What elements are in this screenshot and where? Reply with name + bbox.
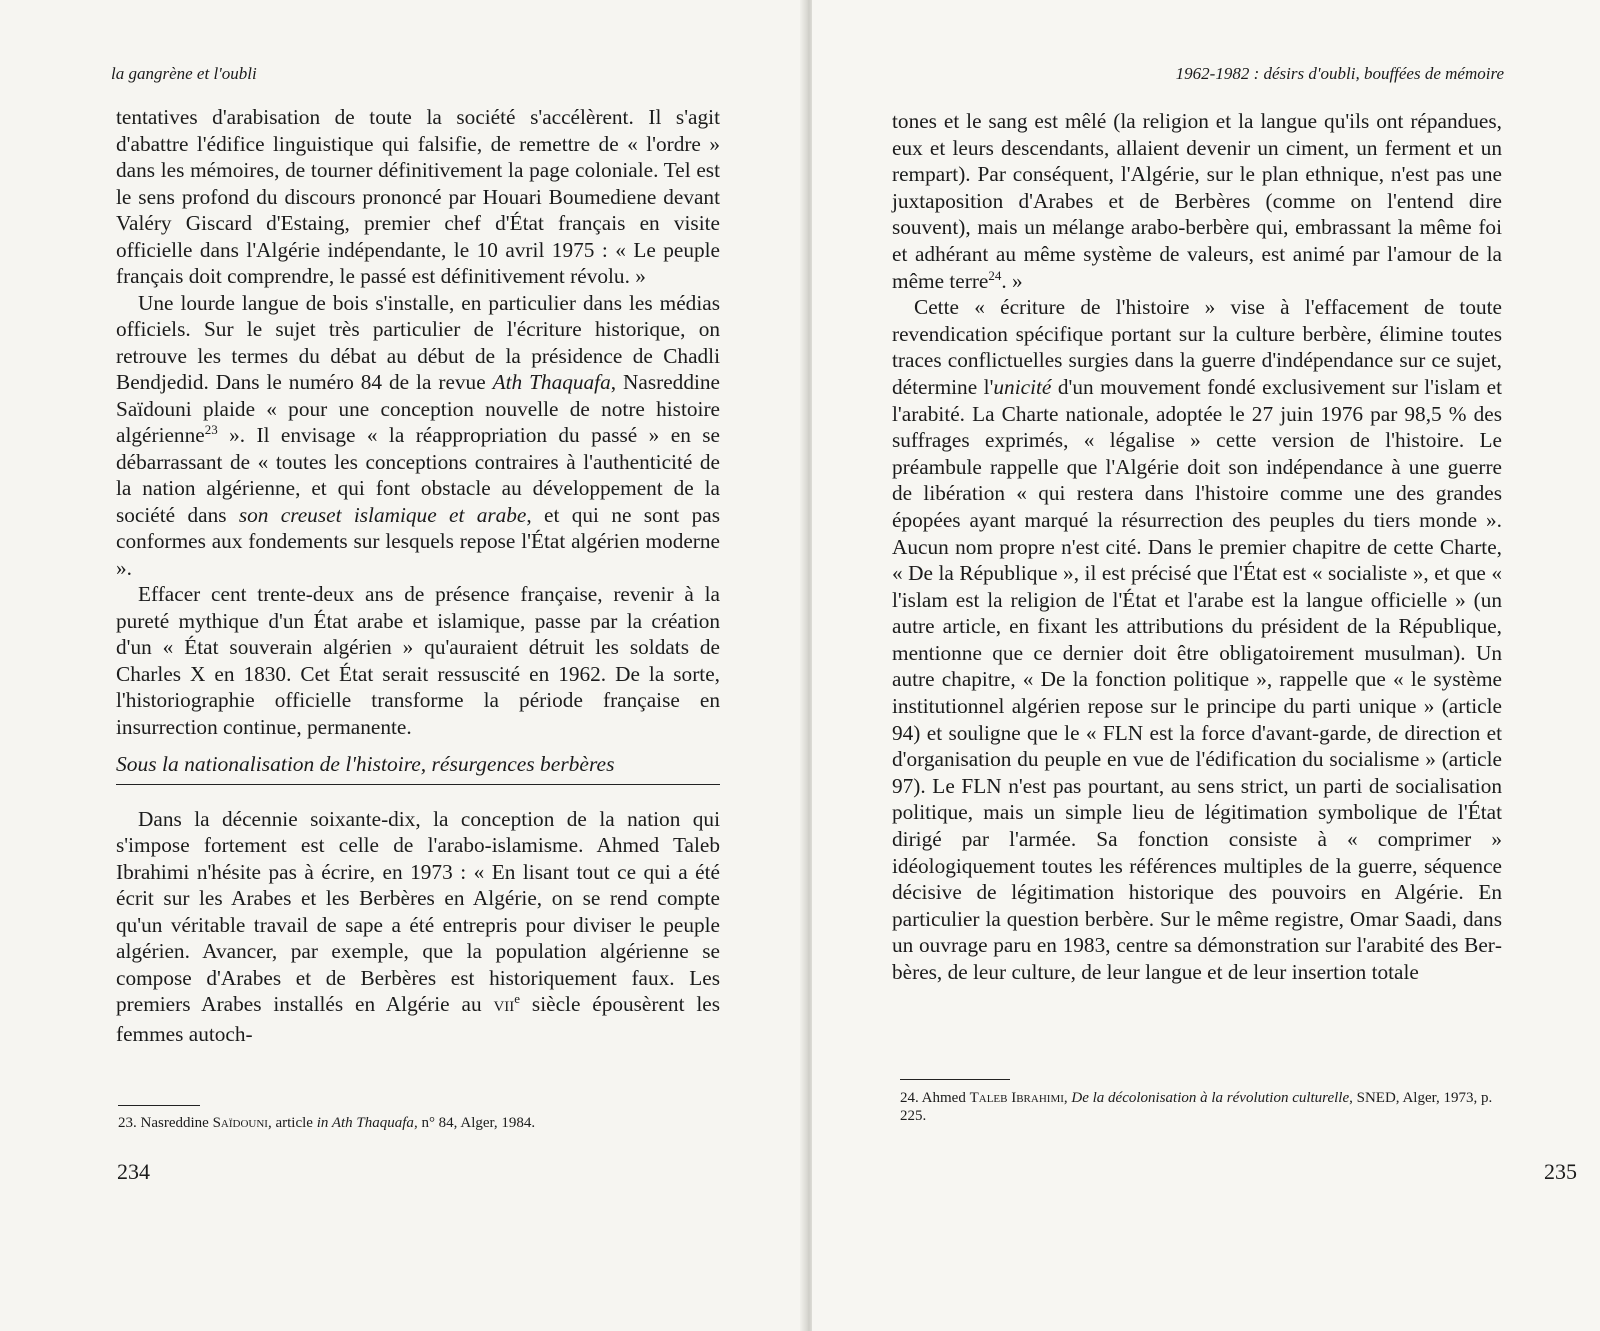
paragraph — [116, 290, 720, 582]
text-run: ». Il envisage « la réappropriation du passé » en se débarrassant de « toutes les conceptions contraires à l'authenticité de la nation algérienne, et qui font obstacle au développement de la société dans — [116, 423, 720, 527]
paragraph: Effacer cent trente-deux ans de présence française, revenir à la pureté mythique d'un État arabe et islamique, passe par la création d'un « État souverain algérien » qu'auraient détruit les soldats de Charles X en 1830. Cet État serait ressuscité en 1962. De la sorte, l'historiographie officielle transforme la période française en insurrection continue, permanente. — [116, 582, 720, 739]
text-run: d'un mouvement fondé exclusivement sur l'islam et l'arabité. La Charte nationale, adoptée le 27 juin 1976 par 98,5 % des suffrages exprimés, « légalise » cette version de l'histoire. Le préambule rappelle que l'Algérie doit son indépendance à une guerre de libération « qui restera dans l'histoire comme une des grandes épopées ayant marqué la résurrection des peuples du tiers monde ». Aucun nom propre n'est cité. Dans le premier chapitre de cette Charte, « De la République », il est précisé que l'État est « socialiste », et que « l'islam est la religion de l'État et l'arabe est la langue officielle » (un autre article, en fixant les attributions du président de la République, mentionne que ce dernier doit être obligatoirement musulman). Un autre chapitre, « De la fonction politique », rappelle que « le système institutionnel algérien repose sur le principe du parti unique » (article 94) et souligne que le « FLN est la force d'avant-garde, de direction et d'organisation du peuple en vue de l'édification du socialisme » (article 97). Le FLN n'est pas pourtant, au sens strict, un parti de socialisation politique, mais un simple lieu de légitimation symbolique de l'État dirigé par l'armée. Sa fonction consiste à « comprimer » idéologiquement toutes les références multiples de la guerre, séquence décisive de légitimation historique des pouvoirs en Algérie. En particulier la question berbère. Sur le même registre, Omar Saadi, dans un ouvrage paru en 1983, centre sa démonstration sur l'arabité des Berbères, de leur culture, de leur langue et de leur insertion totale — [892, 374, 1502, 984]
text-run: Une lourde langue de bois s'installe, en particulier dans les médias officiels. Sur le sujet très particulier de l'écriture historique, on retrouve les termes du débat au début de la présidence de Chadli Bendjedid. Dans le numéro 84 de la revue — [116, 290, 720, 394]
page-number-right: 235 — [1544, 1159, 1577, 1184]
footnote-rule — [118, 1105, 200, 1106]
century-numeral: VII — [493, 999, 515, 1015]
section-heading: Sous la nationalisation de l'histoire, résurgences berbères — [116, 751, 720, 785]
text-run: siècle épousèrent les femmes autoch- — [116, 992, 721, 1046]
text-run: 23. Nasreddine — [118, 1115, 213, 1131]
left-body-text — [116, 104, 720, 1047]
text-run: 24. Ahmed — [900, 1090, 970, 1106]
running-head-left: la gangrène et l'oubli — [111, 64, 257, 83]
footnote-rule — [900, 1079, 1010, 1080]
running-head-right: 1962-1982 : désirs d'oubli, bouffées de mémoire — [1175, 64, 1504, 83]
paragraph — [892, 108, 1502, 294]
emphasis: unicité — [993, 374, 1052, 399]
text-run: , et qui ne sont pas conformes aux fondements sur lesquels repose l'État algérien moderne ». — [116, 502, 720, 580]
text-run: tones et le sang est mêlé (la religion et la langue qu'ils ont répandues, eux et leurs descendants, allaient devenir un ciment, un ferment et un rempart). Par conséquent, l'Algérie, sur le plan ethnique, n'est pas une juxtaposition d'Arabes et de Berbères (comme on l'entend dire souvent), mais un mélange arabo-berbère qui, embrassant la même foi et adhérant au même système de valeurs, est animé par l'amour de la même terre — [892, 109, 1502, 293]
author-name: Saïdouni — [212, 1115, 268, 1131]
footnote-23 — [118, 1114, 718, 1132]
text-run: Cette « écriture de l'histoire » vise à l'effacement de toute revendication spécifique portant sur la culture berbère, élimine toutes traces conflictuelles surgies dans la guerre d'indépendance sur ce sujet, détermine l' — [892, 295, 1502, 399]
text-run: , — [1063, 1090, 1072, 1106]
paragraph: tentatives d'arabisation de toute la société s'accélèrent. Il s'agit d'abattre l'édifice linguistique qui falsifie, de remettre de « l'ordre » dans les mémoires, de tourner définitivement la page coloniale. Tel est le sens profond du discours prononcé par Houari Boumediene devant Valéry Giscard d'Estaing, premier chef d'État français en visite officielle dans l'Algérie indépendante, le 10 avril 1975 : « Le peuple français doit comprendre, le passé est définitivement révolu. » — [116, 105, 720, 288]
text-run: Dans la décennie soixante-dix, la conception de la nation qui s'impose fortement est celle de l'arabo-islamisme. Ahmed Taleb Ibrahimi n'hésite pas à écrire, en 1973 : « En lisant tout ce qui a été écrit sur les Arabes et les Berbères en Algérie, on se rend compte qu'un véritable travail de sape a été entrepris pour diviser le peuple algérien. Avancer, par exemple, que la population algérienne se compose d'Arabes et de Berbères est historiquement faux. Les premiers Arabes installés en Algérie au — [116, 806, 720, 1016]
ordinal-suffix: e — [514, 990, 521, 1006]
work-title: in Ath Thaquafa — [316, 1115, 414, 1131]
text-run: , article — [267, 1115, 317, 1131]
paragraph — [892, 294, 1502, 985]
footnote-reference: 23 — [204, 421, 218, 437]
text-run: , Nasreddine Saïdouni plaide « pour une conception nouvelle de notre histoire algérienne — [116, 370, 720, 447]
text-run: , n° 84, Alger, 1984. — [413, 1115, 536, 1131]
journal-title: Ath Thaquafa — [492, 370, 611, 394]
emphasis: son creuset islamique et arabe — [238, 502, 527, 527]
text-run: , SNED, Alger, 1973, p. 225. — [900, 1090, 1493, 1124]
author-name: Taleb Ibrahimi — [969, 1090, 1064, 1106]
paragraph — [116, 806, 720, 1048]
footnote-24 — [900, 1089, 1502, 1125]
work-title: De la décolonisation à la révolution culturelle — [1071, 1090, 1350, 1106]
footnote-reference: 24 — [988, 267, 1002, 283]
right-page — [812, 0, 1600, 1331]
page-number-left: 234 — [117, 1159, 150, 1184]
right-body-text — [892, 108, 1502, 986]
text-run: . » — [1001, 268, 1023, 293]
